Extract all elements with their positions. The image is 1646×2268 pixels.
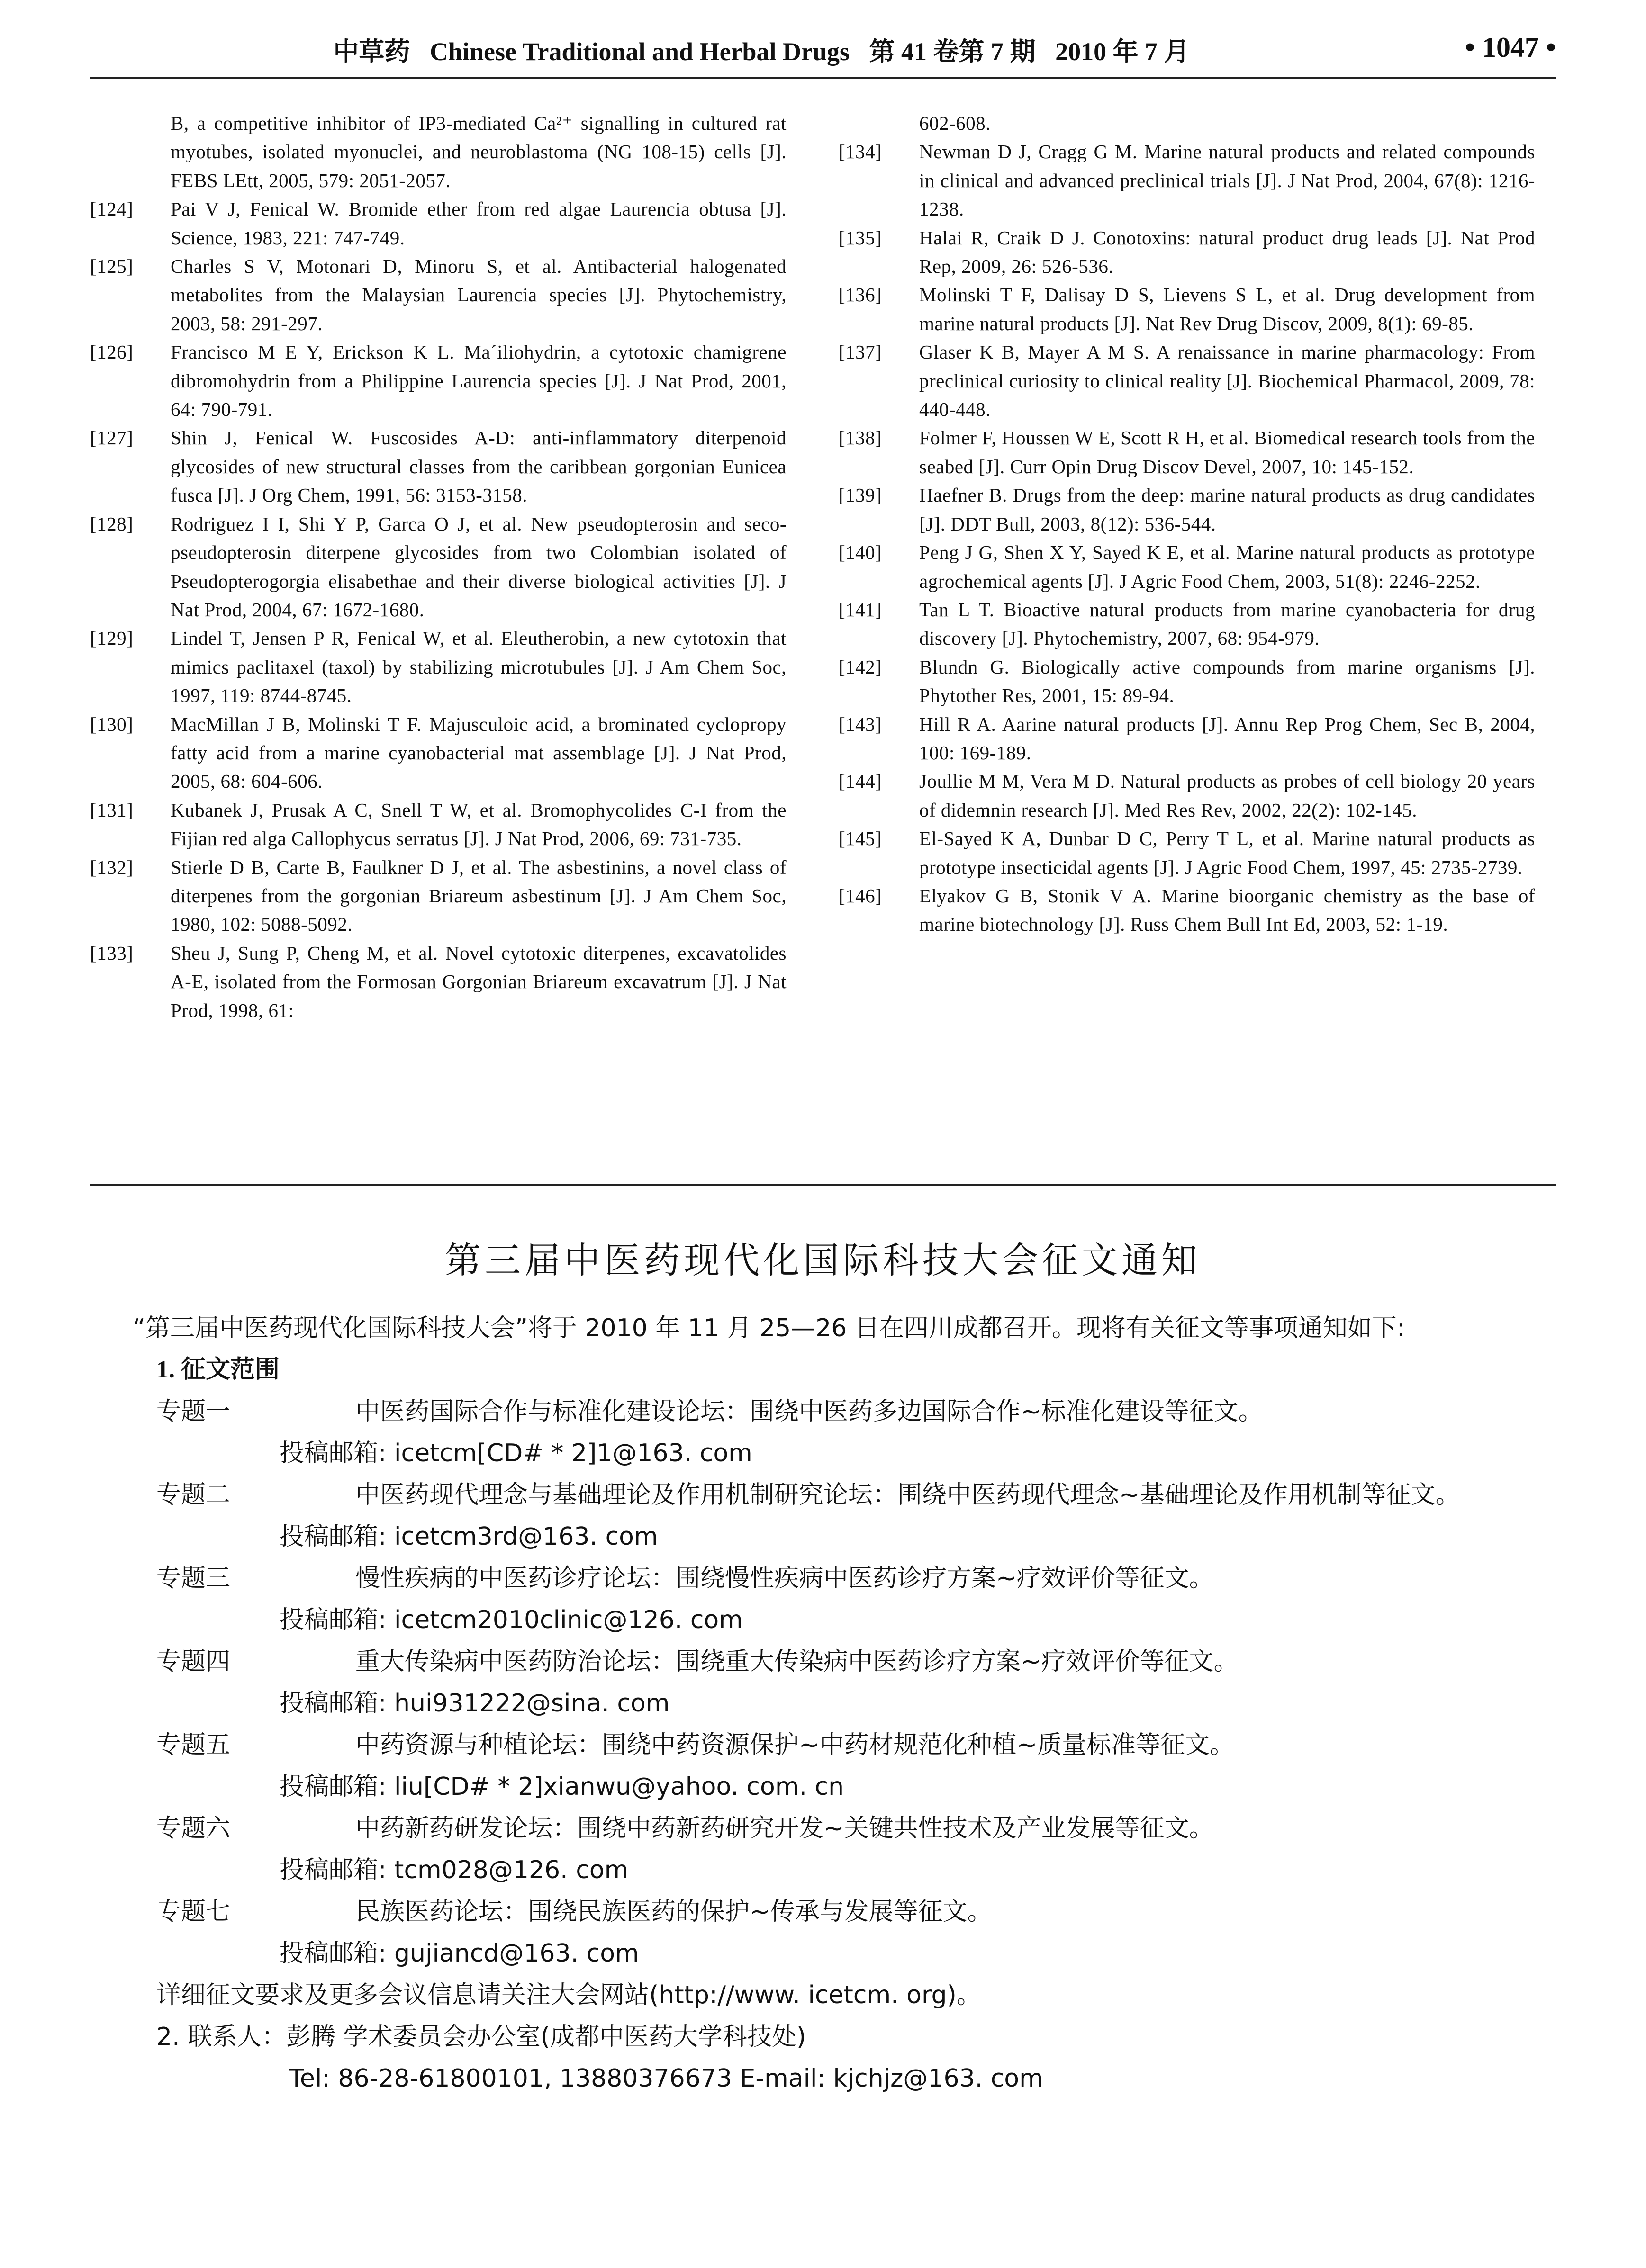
reference-item: [126] Francisco M E Y, Erickson K L. Ma´iliohydrin, a cytotoxic chamigrene dibromohydrin from a Philippine Laurencia species [J]. J Nat Prod, 2001, 64: 790-791. (90, 341, 787, 421)
topic-text: 重大传染病中医药防治论坛：围绕重大传染病中医药诊疗方案~疗效评价等征文。 (355, 1647, 1239, 1676)
reference-item: [139] Haefner B. Drugs from the deep: marine natural products as drug candidates [J]. DDT Bull, 2003, 8(12): 536-544. (839, 484, 1535, 535)
topic-text: 慢性疾病的中医药诊疗论坛：围绕慢性疾病中医药诊疗方案~疗效评价等征文。 (355, 1564, 1214, 1593)
reference-item: [136] Molinski T F, Dalisay D S, Lievens S L, et al. Drug development from marine natural products [J]. Nat Rev Drug Discov, 2009, 8(1): 69-85. (839, 284, 1535, 334)
running-head (90, 31, 1433, 68)
topic-text: 中药资源与种植论坛：围绕中药资源保护~中药材规范化种植~质量标准等征文。 (355, 1731, 1235, 1759)
reference-item: 602-608. (919, 112, 991, 134)
website-note: 详细征文要求及更多会议信息请关注大会网站(http://www. icetcm. org)。 (156, 1981, 981, 2009)
reference-item: [129] Lindel T, Jensen P R, Fenical W, et al. Eleutherobin, a new cytotoxin that mimics paclitaxel (taxol) by stabilizing microtubules [J]. J Am Chem Soc, 1997, 119: 8744-8745. (90, 627, 787, 707)
topic-label: 专题三 (156, 1564, 231, 1593)
topic-email: 投稿邮箱: liu[CD# * 2]xianwu@yahoo. com. cn (280, 1773, 844, 1801)
topic-label: 专题七 (156, 1898, 231, 1926)
reference-item: [130] MacMillan J B, Molinski T F. Majusculoic acid, a brominated cyclopropy fatty acid from a marine cyanobacterial mat assemblage [J]. J Nat Prod, 2005, 68: 604-606. (90, 713, 787, 792)
reference-item: [143] Hill R A. Aarine natural products [J]. Annu Rep Prog Chem, Sec B, 2004, 100: 169-189. (839, 713, 1535, 764)
date: 2010 年 7 月 (1055, 37, 1190, 66)
topic-item (156, 1474, 1556, 1516)
topic-item (156, 1641, 1556, 1683)
topic-text: 中药新药研发论坛：围绕中药新药研究开发~关键共性技术及产业发展等征文。 (355, 1814, 1214, 1843)
contact-line: 2. 联系人：彭腾 学术委员会办公室(成都中医药大学科技处) (156, 2023, 806, 2051)
issue: 第 41 卷第 7 期 (869, 37, 1036, 66)
page-header (90, 25, 1556, 79)
journal-cn: 中草药 (333, 37, 410, 66)
section-heading: 1. 征文范围 (156, 1356, 280, 1383)
reference-item: [138] Folmer F, Houssen W E, Scott R H, et al. Biomedical research tools from the seabed [J]. Curr Opin Drug Discov Devel, 2007, 10: 145-152. (839, 427, 1535, 477)
section-divider (90, 1184, 1556, 1186)
topic-email: 投稿邮箱: hui931222@sina. com (280, 1689, 670, 1718)
journal-en: Chinese Traditional and Herbal Drugs (429, 37, 850, 66)
reference-item: [145] El-Sayed K A, Dunbar D C, Perry T L, et al. Marine natural products as prototype insecticidal agents [J]. J Agric Food Chem, 1997, 45: 2735-2739. (839, 828, 1535, 878)
topic-text: 中医药现代理念与基础理论及作用机制研究论坛：围绕中医药现代理念~基础理论及作用机制等征文。 (355, 1481, 1460, 1509)
topic-email: 投稿邮箱: tcm028@126. com (280, 1856, 629, 1884)
topic-email: 投稿邮箱: icetcm2010clinic@126. com (280, 1606, 743, 1634)
topic-label: 专题五 (156, 1731, 231, 1759)
reference-item: [142] Blundn G. Biologically active compounds from marine organisms [J]. Phytother Res, 2001, 15: 89-94. (839, 656, 1535, 707)
reference-item: [141] Tan L T. Bioactive natural products from marine cyanobacteria for drug discovery [J]. Phytochemistry, 2007, 68: 954-979. (839, 598, 1535, 649)
notice-title: 第三届中医药现代化国际科技大会征文通知 (445, 1241, 1201, 1281)
topic-text: 中医药国际合作与标准化建设论坛：围绕中医药多边国际合作~标准化建设等征文。 (355, 1397, 1263, 1426)
topic-email: 投稿邮箱: gujiancd@163. com (280, 1939, 639, 1968)
reference-item: [124] Pai V J, Fenical W. Bromide ether from red algae Laurencia obtusa [J]. Science, 1983, 221: 747-749. (90, 198, 787, 249)
reference-item: [134] Newman D J, Cragg G M. Marine natural products and related compounds in clinical and advanced preclinical trials [J]. J Nat Prod, 2004, 67(8): 1216-1238. (839, 141, 1535, 220)
tel-line: Tel: 86-28-61800101, 13880376673 E-mail: kjchjz@163. com (289, 2064, 1043, 2093)
topic-item (156, 1391, 1556, 1432)
reference-item: [133] Sheu J, Sung P, Cheng M, et al. Novel cytotoxic diterpenes, excavatolides A-E, isolated from the Formosan Gorgonian Briareum excavatrum [J]. J Nat Prod, 1998, 61: (90, 942, 787, 1021)
reference-item: [127] Shin J, Fenical W. Fuscosides A-D: anti-inflammatory diterpenoid glycosides of new structural classes from the caribbean gorgonian Eunicea fusca [J]. J Org Chem, 1991, 56: 3153-3158. (90, 427, 787, 506)
page-number: • 1047 • (1465, 32, 1556, 63)
references-left-column (90, 109, 787, 1025)
reference-item: [137] Glaser K B, Mayer A M S. A renaissance in marine pharmacology: From preclinical curiosity to clinical reality [J]. Biochemical Pharmacol, 2009, 78: 440-448. (839, 341, 1535, 421)
reference-item: B, a competitive inhibitor of IP3-mediated Ca²⁺ signalling in cultured rat myotubes, isolated myonuclei, and neuroblastoma (NG 108-15) cells [J]. FEBS LEtt, 2005, 579: 2051-2057. (171, 112, 787, 191)
topic-label: 专题二 (156, 1481, 231, 1509)
notice-intro: “第三届中医药现代化国际科技大会”将于 2010 年 11 月 25—26 日在四川成都召开。现将有关征文等事项通知如下: (133, 1314, 1405, 1342)
references-right-column (839, 109, 1535, 939)
topic-label: 专题一 (156, 1397, 231, 1426)
notice-body (90, 1307, 1556, 2099)
reference-item: [146] Elyakov G B, Stonik V A. Marine bioorganic chemistry as the base of marine biotechnology [J]. Russ Chem Bull Int Ed, 2003, 52: 1-19. (839, 884, 1535, 936)
topic-item (156, 1557, 1556, 1599)
topic-label: 专题四 (156, 1647, 231, 1676)
topic-item (156, 1891, 1556, 1933)
reference-item: [125] Charles S V, Motonari D, Minoru S, et al. Antibacterial halogenated metabolites from the Malaysian Laurencia species [J]. Phytochemistry, 2003, 58: 291-297. (90, 255, 787, 334)
reference-item: [131] Kubanek J, Prusak A C, Snell T W, et al. Bromophycolides C-I from the Fijian red alga Callophycus serratus [J]. J Nat Prod, 2006, 69: 731-735. (90, 799, 787, 850)
reference-item: [132] Stierle D B, Carte B, Faulkner D J, et al. The asbestinins, a novel class of diterpenes from the gorgonian Briareum asbestinum [J]. J Am Chem Soc, 1980, 102: 5088-5092. (90, 856, 787, 936)
reference-item: [144] Joullie M M, Vera M D. Natural products as probes of cell biology 20 years of didemnin research [J]. Med Res Rev, 2002, 22(2): 102-145. (839, 770, 1535, 821)
topic-item (156, 1724, 1556, 1766)
topic-email: 投稿邮箱: icetcm[CD# * 2]1@163. com (280, 1439, 752, 1467)
topic-text: 民族医药论坛：围绕民族医药的保护~传承与发展等征文。 (355, 1898, 992, 1926)
reference-item: [140] Peng J G, Shen X Y, Sayed K E, et al. Marine natural products as prototype agrochemical agents [J]. J Agric Food Chem, 2003, 51(8): 2246-2252. (839, 541, 1535, 592)
topic-label: 专题六 (156, 1814, 231, 1843)
topic-email: 投稿邮箱: icetcm3rd@163. com (280, 1522, 658, 1551)
reference-item: [135] Halai R, Craik D J. Conotoxins: natural product drug leads [J]. Nat Prod Rep, 2009, 26: 526-536. (839, 226, 1535, 278)
reference-item: [128] Rodriguez I I, Shi Y P, Garca O J, et al. New pseudopterosin and seco-pseudopterosin diterpene glycosides from two Colombian isolated of Pseudopterogorgia elisabethae and their diverse biological activities [J]. J Nat Prod, 2004, 67: 1672-1680. (90, 513, 787, 621)
topic-item (156, 1808, 1556, 1849)
